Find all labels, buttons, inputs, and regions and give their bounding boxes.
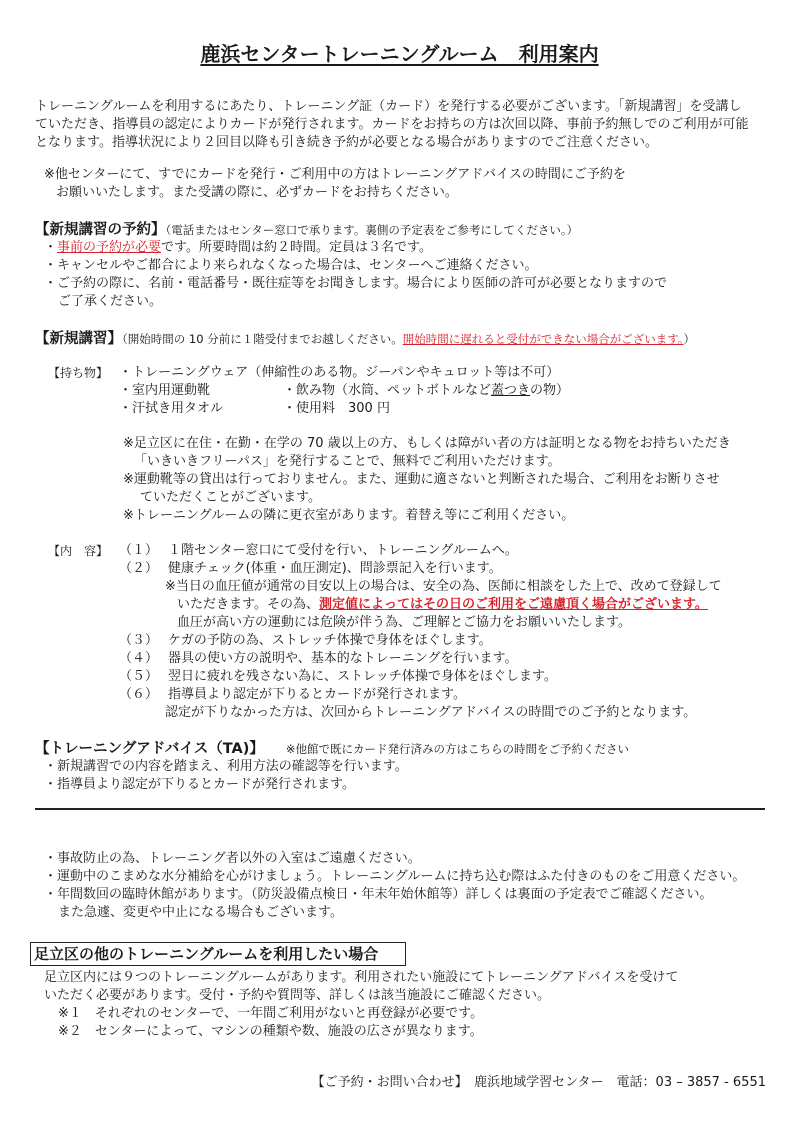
step-number: （１）: [119, 543, 159, 558]
general-note-2: ・運動中のこまめな水分補給を心がけましょう。トレーニングルームに持ち込む際はふた付きのものをご用意ください。: [44, 869, 746, 884]
content-label: 【内 容】: [48, 544, 109, 558]
bullet: ・: [44, 240, 58, 255]
step-text: 指導員より認定が下りるとカードが発行されます。: [168, 687, 466, 702]
reservation-line-1-rest: です。所要時間は約２時間。定員は３名です。: [161, 240, 432, 255]
other-rooms-note-2: ※２ センターによって、マシンの種類や数、施設の広さが異なります。: [58, 1024, 483, 1039]
advice-heading: 【トレーニングアドバイス（TA)】: [35, 741, 264, 757]
item-towel: ・汗拭き用タオル: [119, 401, 224, 416]
other-rooms-line-1: 足立区内には９つのトレーニングルームがあります。利用されたい施設にてトレーニングアドバイスを受けて: [44, 970, 679, 985]
item-wear: ・トレーニングウェア（伸縮性のある物。ジーパンやキュロット等は不可）: [119, 365, 560, 380]
other-center-note-2: お願いいたします。また受講の際に、必ずカードをお持ちください。: [56, 185, 458, 200]
advice-heading-row: [35, 737, 629, 758]
course-heading: 【新規講習】: [35, 331, 122, 347]
other-rooms-heading: 足立区の他のトレーニングルームを利用したい場合: [34, 945, 379, 963]
item-drink-lid: 蓋つき: [491, 383, 531, 398]
reservation-line-4: ご了承ください。: [58, 294, 163, 309]
step-text: 器具の使い方の説明や、基本的なトレーニングを行います。: [168, 651, 518, 666]
course-note-2: 「いきいきフリーパス」を発行することで、無料でご利用いただけます。: [134, 454, 561, 469]
course-note-prefix: （開始時間の 10 分前に１階受付までお越しください。: [122, 332, 403, 346]
bp-note-3: 血圧が高い方の運動には危険が伴う為、ご理解とご協力をお願いいたします。: [177, 615, 631, 630]
reservation-heading-row: [35, 218, 578, 239]
item-fee: ・使用料 300 円: [283, 401, 390, 416]
course-note-suffix: ）: [683, 332, 696, 346]
course-note-4: ていただくことがございます。: [140, 490, 321, 505]
step-number: （２）: [119, 561, 159, 576]
reservation-heading: 【新規講習の予約】: [35, 222, 166, 238]
other-rooms-note-1: ※１ それぞれのセンターで、一年間ご利用がないと再登録が必要です。: [58, 1006, 484, 1021]
intro-line-3: となります。指導状況により２回目以降も引き続き予約が必要となる場合がありますのでご注意ください。: [35, 135, 658, 150]
step-number: （５）: [119, 669, 159, 684]
general-note-1: ・事故防止の為、トレーニング者以外の入室はご遠慮ください。: [44, 851, 421, 866]
advice-heading-note: ※他館で既にカード発行済みの方はこちらの時間をご予約ください: [285, 742, 630, 756]
other-center-note-1: ※他センターにて、すでにカードを発行・ご利用中の方はトレーニングアドバイスの時間にご予約を: [44, 167, 626, 182]
course-late-warning: 開始時間に遅れると受付ができない場合がございます。: [402, 332, 684, 346]
course-note-5: ※トレーニングルームの隣に更衣室があります。着替え等にご利用ください。: [123, 508, 575, 523]
general-note-4: また急遽、変更や中止になる場合もございます。: [58, 905, 343, 920]
reservation-required-text: 事前の予約が必要: [57, 240, 162, 255]
course-heading-row: [35, 327, 695, 348]
contact-footer: 【ご予約・お問い合わせ】 鹿浜地域学習センター 電話：03 – 3857 - 6551: [311, 1075, 766, 1090]
step-text: １階センター窓口にて受付を行い、トレーニングルームへ。: [168, 543, 518, 558]
items-label: 【持ち物】: [48, 366, 109, 380]
bp-warning: 測定値によってはその日のご利用をご遠慮頂く場合がございます。: [318, 597, 708, 612]
bp-note-2-prefix: いただきます。その為、: [177, 597, 319, 612]
page-title: 鹿浜センタートレーニングルーム 利用案内: [200, 42, 599, 66]
intro-line-2: ていただき、指導員の認定によりカードが発行されます。カードをお持ちの方は次回以降、事前予約無しでのご利用が可能: [35, 117, 749, 132]
bp-note-1: ※当日の血圧値が通常の目安以上の場合は、安全の為、医師に相談をした上で、改めて登録して: [165, 579, 722, 594]
other-rooms-line-2: いただく必要があります。受付・予約や質問等、詳しくは該当施設にご確認ください。: [44, 988, 550, 1003]
step-number: （４）: [119, 651, 159, 666]
intro-line-1: トレーニングルームを利用するにあたり、トレーニング証（カード）を発行する必要がございます。「新規講習」を受講し: [35, 99, 742, 114]
advice-line-2: ・指導員より認定が下りるとカードが発行されます。: [44, 777, 355, 792]
reservation-line-2: ・キャンセルやご都合により来られなくなった場合は、センターへご連絡ください。: [44, 258, 538, 273]
course-note-1: ※足立区に在住・在勤・在学の 70 歳以上の方、もしくは障がい者の方は証明となる物をお持ちいただき: [123, 436, 731, 451]
step-text: 翌日に疲れを残さない為に、ストレッチ体操で身体をほぐします。: [168, 669, 557, 684]
general-note-3: ・年間数回の臨時休館があります。（防災設備点検日・年末年始休館等）詳しくは裏面の予定表でご確認ください。: [44, 887, 713, 902]
item-drink-suffix: の物）: [530, 383, 570, 398]
reservation-line-3: ・ご予約の際に、名前・電話番号・既往症等をお聞きします。場合により医師の許可が必要となりますので: [44, 276, 667, 291]
item-shoes: ・室内用運動靴: [119, 383, 211, 398]
course-note-3: ※運動靴等の貸出は行っておりません。また、運動に適さないと判断された場合、ご利用をお断りさせ: [123, 472, 720, 487]
item-drink-prefix: ・飲み物（水筒、ペットボトルなど: [283, 383, 492, 398]
step-text: 健康チェック(体重・血圧測定)、問診票記入を行います。: [168, 561, 502, 576]
divider: [35, 808, 765, 810]
step-number: （３）: [119, 633, 159, 648]
step-text: ケガの予防の為、ストレッチ体操で身体をほぐします。: [168, 633, 492, 648]
step-6-note: 認定が下りなかった方は、次回からトレーニングアドバイスの時間でのご予約となります。: [165, 705, 697, 720]
reservation-heading-note: （電話またはセンター窓口で承ります。裏側の予定表をご参考にしてください。）: [165, 223, 579, 237]
advice-line-1: ・新規講習での内容を踏まえ、利用方法の確認等を行います。: [44, 759, 408, 774]
step-number: （６）: [119, 687, 159, 702]
